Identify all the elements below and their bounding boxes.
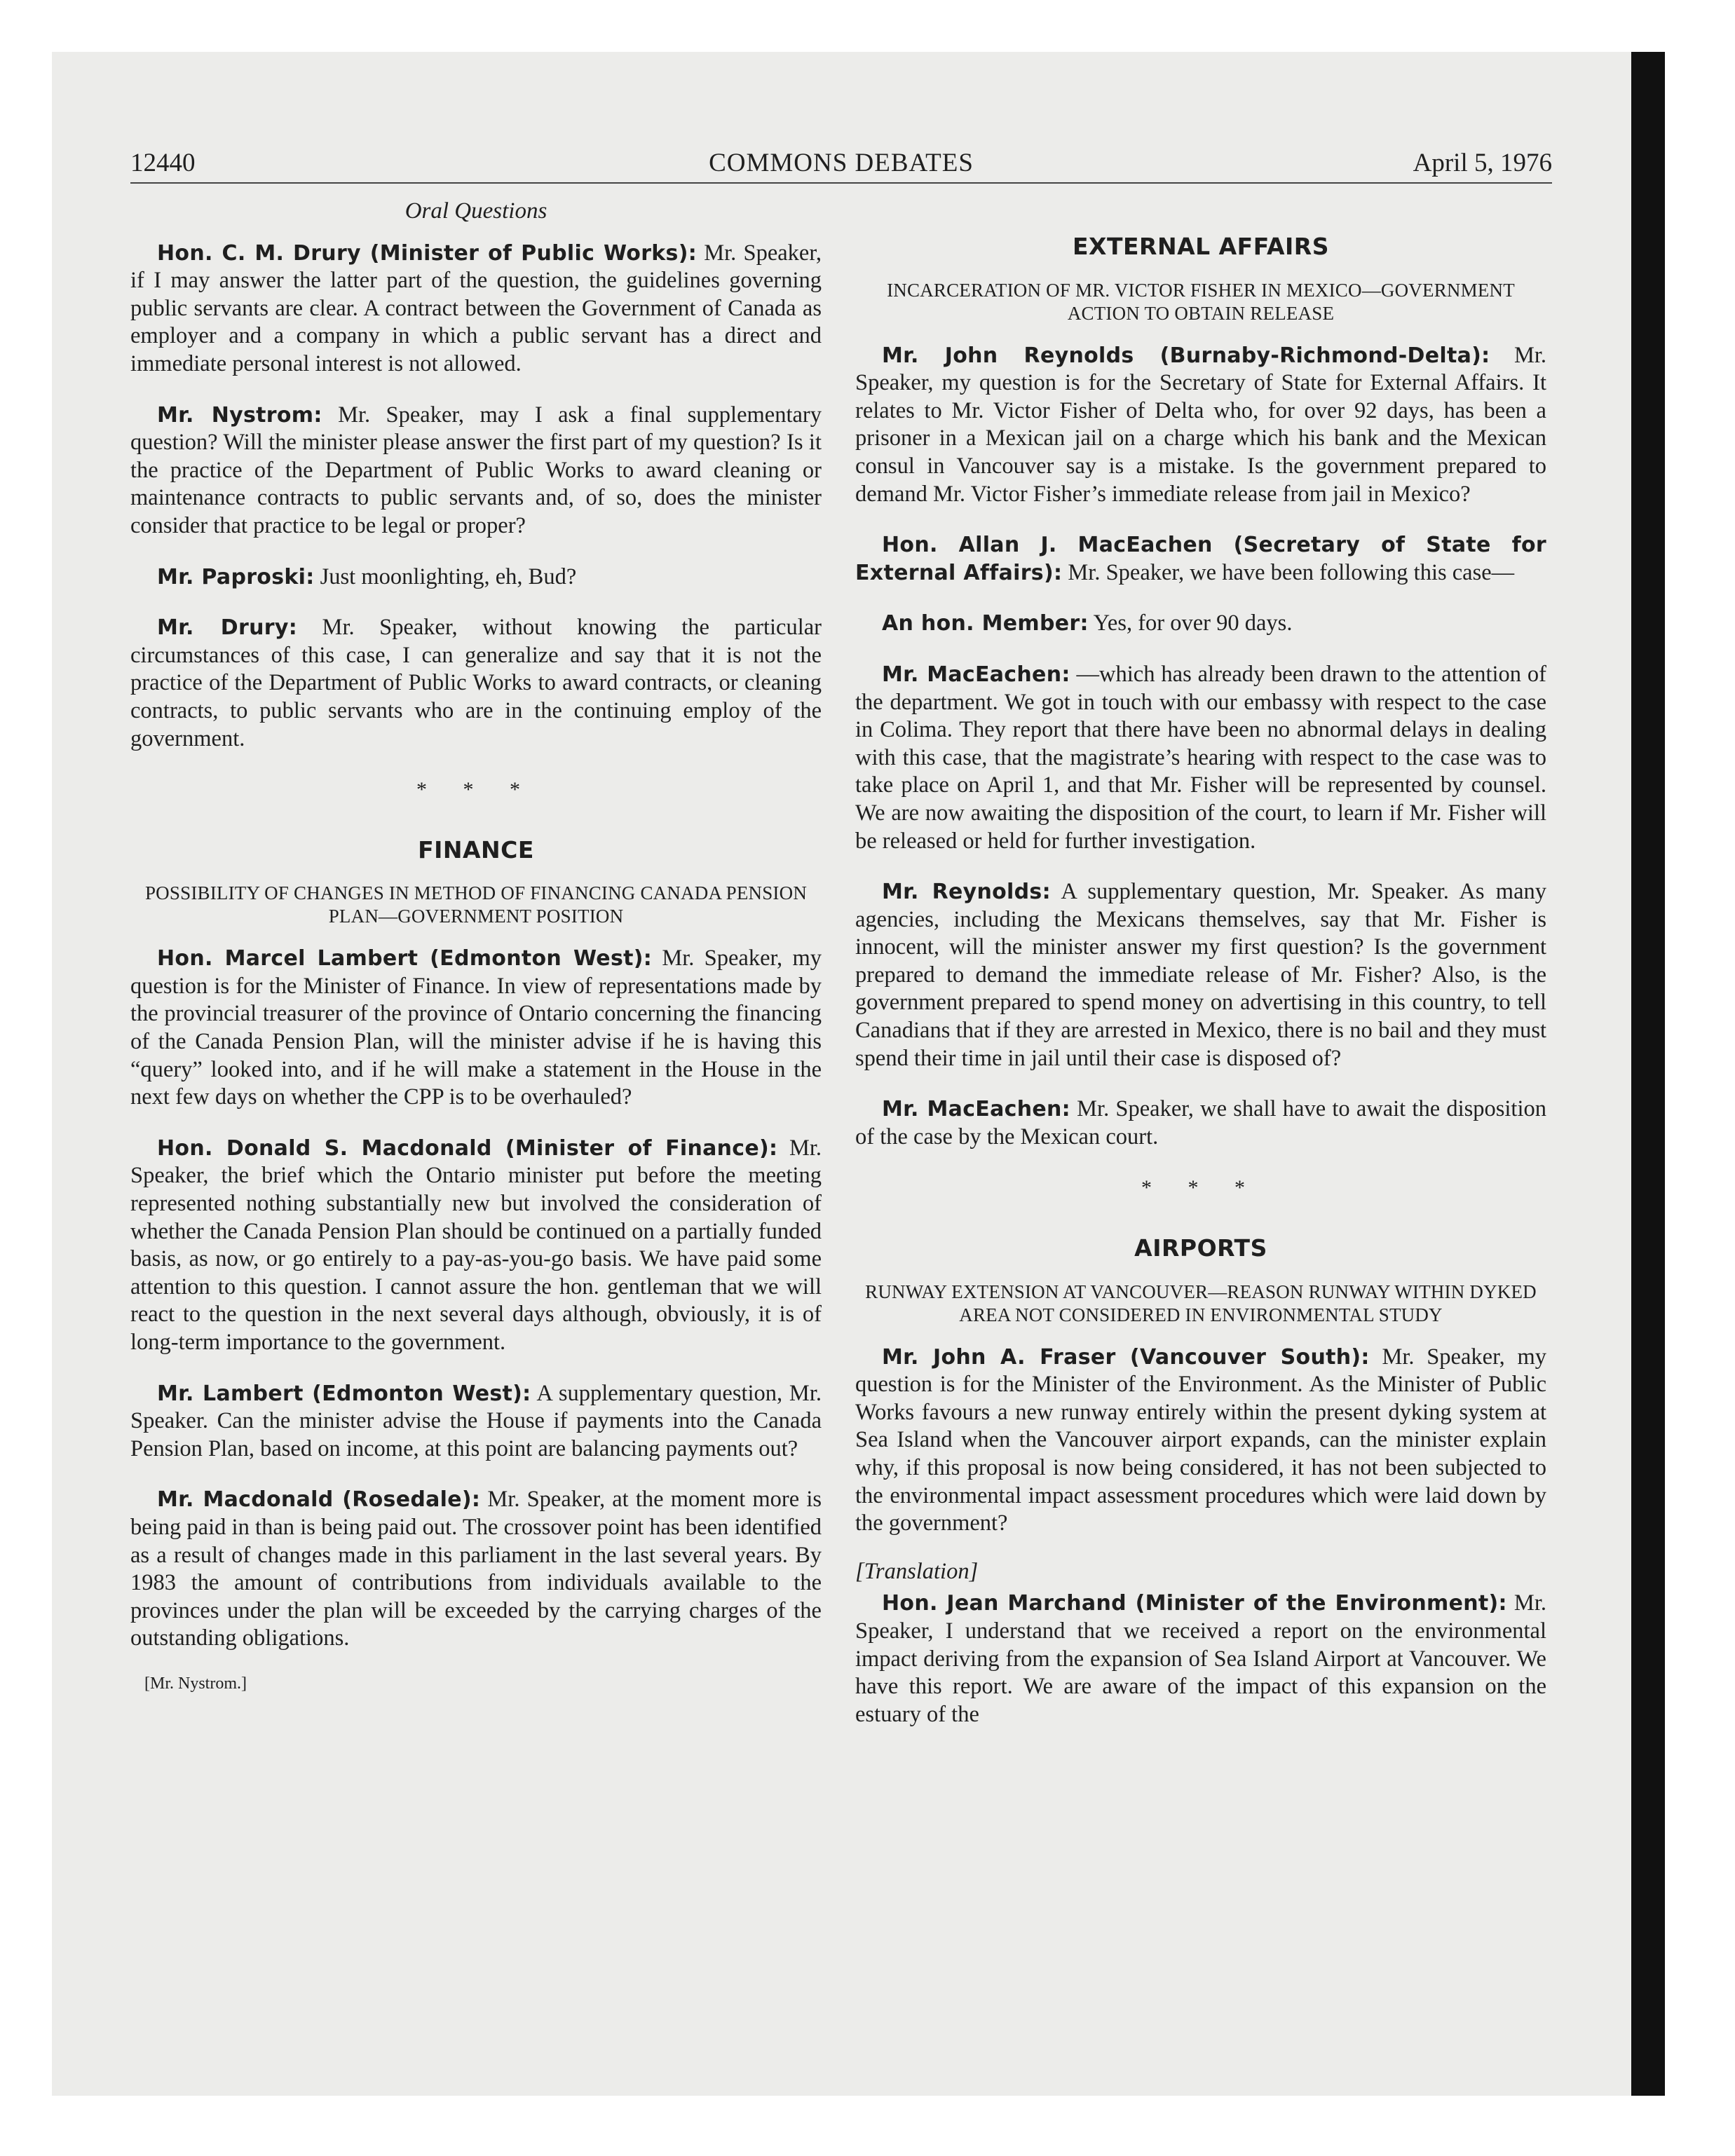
speech-paragraph	[130, 240, 822, 378]
speech-paragraph	[855, 610, 1546, 638]
speaker-name: Mr. Nystrom:	[157, 402, 322, 428]
speaker-name: Mr. MacEachen:	[882, 662, 1070, 687]
speech-text: Mr. Speaker, my question is for the Secretary of State for External Affairs. It relates to Mr. Victor Fisher of Delta who, for over 92 days, has been a prisoner in a Mexican jail on a charge which his bank and the Mexican consul in Vancouver say is a mistake. Is the government prepared to demand Mr. Victor Fisher’s immediate release from jail in Mexico?	[855, 342, 1547, 507]
speaker-name: Mr. Paproski:	[157, 564, 315, 589]
speech-paragraph	[855, 661, 1546, 855]
speech-text: A supplementary question, Mr. Speaker. As many agencies, including the Mexicans themselves, say that Mr. Fisher is innocent, will the minister answer my first question? Is the government prepared to demand the immediate release of Mr. Fisher? Also, is the government prepared to spend money on advertising in this country, to tell Canadians that if they are arrested in Mexico, there is no bail and they must spend their time in jail until their case is disposed of?	[855, 879, 1547, 1071]
speech-text: Just moonlighting, eh, Bud?	[314, 564, 577, 589]
publication-title: COMMONS DEBATES	[709, 149, 974, 177]
speech-paragraph	[855, 1590, 1546, 1728]
speech-text: Mr. Speaker, the brief which the Ontario minister put before the meeting represented nothing substantially new but involved the consideration of whether the Canada Pension Plan should be continued on a partially funded basis, as now, or go entirely to a pay-as-you-go basis. We have paid some attention to this question. I cannot assure the hon. gentleman that we will react to the question in the next several days although, obviously, it is of long-term importance to the government.	[130, 1135, 822, 1355]
speech-paragraph	[130, 1380, 822, 1464]
speech-paragraph	[855, 342, 1546, 509]
section-divider: * * *	[416, 778, 536, 802]
page-footnote: [Mr. Nystrom.]	[144, 1674, 247, 1693]
speaker-name: Mr. Reynolds:	[882, 880, 1051, 905]
speaker-name: Mr. MacEachen:	[882, 1097, 1070, 1122]
speech-text: A supplementary question, Mr. Speaker. Can the minister advise the House if payments into the Canada Pension Plan, based on income, at this point are balancing payments out?	[130, 1380, 822, 1461]
speaker-name: Mr. John A. Fraser (Vancouver South):	[882, 1344, 1370, 1370]
speech-paragraph	[855, 1096, 1546, 1151]
speech-text: Mr. Speaker, we have been following this case—	[1062, 559, 1515, 585]
speech-text: Mr. Speaker, I understand that we received a report on the environmental impact deriving from the expansion of Sea Island Airport at Vancouver. We have this report. We are aware of the impact of this expansion on the estuary of the	[855, 1590, 1546, 1727]
speech-text: Mr. Speaker, if I may answer the latter part of the question, the guidelines governing public servants are clear. A contract between the Government of Canada as employer and a company in which a public servant has a direct and immediate personal interest is not allowed.	[130, 240, 822, 376]
speech-paragraph	[855, 531, 1546, 587]
topic-heading: POSSIBILITY OF CHANGES IN METHOD OF FINANCING CANADA PENSION PLAN—GOVERNMENT POSITION	[144, 882, 808, 927]
speech-text: Yes, for over 90 days.	[1088, 610, 1293, 636]
speech-paragraph	[130, 564, 822, 592]
left-column	[130, 198, 822, 1698]
speaker-name: Hon. Jean Marchand (Minister of the Environment):	[882, 1591, 1507, 1616]
speech-text: Mr. Speaker, without knowing the particular circumstances of this case, I can generalize and say that it is not the practice of the Department of Public Works to award contracts, or cleaning contracts, to public servants who are in the continuing employ of the government.	[130, 615, 822, 751]
speaker-name: Hon. C. M. Drury (Minister of Public Works):	[157, 240, 698, 266]
topic-heading: RUNWAY EXTENSION AT VANCOUVER—REASON RUNWAY WITHIN DYKED AREA NOT CONSIDERED IN ENVIRONMENTAL STUDY	[865, 1281, 1537, 1325]
translation-marker: [Translation]	[855, 1558, 979, 1584]
speech-paragraph	[130, 614, 822, 753]
section-heading: FINANCE	[418, 835, 534, 864]
section-divider: * * *	[1141, 1176, 1260, 1200]
speech-paragraph	[855, 1344, 1546, 1538]
speech-paragraph	[130, 1135, 822, 1357]
speaker-name: Hon. Donald S. Macdonald (Minister of Finance):	[157, 1135, 778, 1161]
speaker-name: Mr. Macdonald (Rosedale):	[157, 1487, 481, 1513]
right-column	[855, 198, 1546, 1752]
scan-edge-shadow	[1631, 52, 1665, 2096]
speech-paragraph	[855, 878, 1546, 1072]
speaker-name: Hon. Allan J. MacEachen (Secretary of State for External Affairs):	[855, 533, 1546, 585]
speech-paragraph	[130, 1486, 822, 1653]
page-number: 12440	[130, 149, 196, 177]
speech-text: Mr. Speaker, may I ask a final supplementary question? Will the minister please answer the first part of my question? Is it the practice of the Department of Public Works to award cleaning or maintenance contracts to public servants and, of so, does the minister consider that practice to be legal or proper?	[130, 402, 822, 538]
speech-text: Mr. Speaker, we shall have to await the disposition of the case by the Mexican court.	[855, 1096, 1546, 1149]
speaker-name: An hon. Member:	[882, 611, 1089, 636]
speaker-name: Mr. Drury:	[157, 615, 298, 641]
section-subtitle: Oral Questions	[404, 198, 547, 224]
speech-paragraph	[130, 945, 822, 1112]
speaker-name: Mr. John Reynolds (Burnaby-Richmond-Delta):	[882, 343, 1490, 368]
speech-text: Mr. Speaker, my question is for the Minister of the Environment. As the Minister of Public Works favours a new runway entirely within the present dyking system at Sea Island when the Vancouver airport expands, can the minister explain why, if this proposal is now being considered, it has not been subjected to the environmental impact assessment procedures which were laid down by the government?	[855, 1344, 1546, 1536]
speaker-name: Hon. Marcel Lambert (Edmonton West):	[157, 946, 653, 971]
speech-text: Mr. Speaker, my question is for the Minister of Finance. In view of representations made by the provincial treasurer of the province of Ontario concerning the financing of the Canada Pension Plan, will the minister advise if he is having this “query” looked into, and if he will make a statement in the House in the next few days on whether the CPP is to be overhauled?	[130, 946, 822, 1110]
section-heading: EXTERNAL AFFAIRS	[1073, 233, 1329, 260]
speech-text: —which has already been drawn to the attention of the department. We got in touch with our embassy with respect to the case in Colima. They report that there have been no abnormal delays in dealing with this case, that the magistrate’s hearing with respect to the case was to take place on April 1, and that Mr. Fisher will be represented by counsel. We are now awaiting the disposition of the court, to learn if Mr. Fisher will be released or held for further investigation.	[855, 661, 1547, 854]
section-heading: AIRPORTS	[1134, 1234, 1267, 1262]
publication-date: April 5, 1976	[1413, 149, 1552, 177]
page-header	[130, 146, 1552, 184]
topic-heading: INCARCERATION OF MR. VICTOR FISHER IN MEXICO—GOVERNMENT ACTION TO OBTAIN RELEASE	[887, 279, 1515, 324]
speech-paragraph	[130, 402, 822, 540]
speech-text: Mr. Speaker, at the moment more is being paid in than is being paid out. The crossover point has been identified as a result of changes made in this parliament in the last several years. By 1983 the amount of contributions from individuals available to the provinces under the plan will be exceeded by the carrying charges of the outstanding obligations.	[130, 1487, 822, 1651]
speaker-name: Mr. Lambert (Edmonton West):	[157, 1381, 531, 1406]
